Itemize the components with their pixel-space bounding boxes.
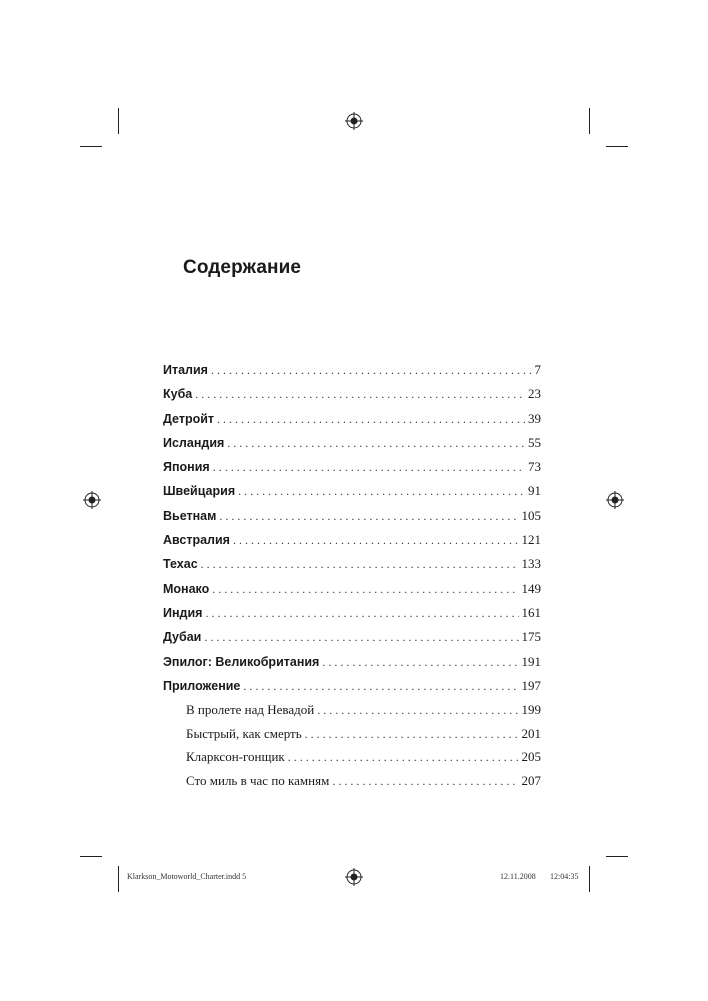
toc-entry-page: 149 <box>521 580 541 596</box>
toc-entry-title: Швейцария <box>163 484 236 499</box>
toc-entry <box>163 479 541 503</box>
slug-file-name: Klarkson_Motoworld_Charter.indd 5 <box>127 872 247 881</box>
registration-mark-icon <box>345 868 363 886</box>
toc-entry-title: Индия <box>163 605 203 620</box>
toc-leader-dots <box>332 770 518 794</box>
toc-entry-title: Куба <box>163 387 193 402</box>
toc-entry-title: Япония <box>163 460 210 475</box>
toc-leader-dots <box>227 431 525 455</box>
toc-entry-title: Австралия <box>163 533 230 548</box>
toc-entry-title: Дубаи <box>163 630 202 645</box>
toc-entry-page: 121 <box>521 532 541 548</box>
toc-entry-page: 73 <box>528 459 541 475</box>
toc-entry-page: 133 <box>521 556 541 572</box>
toc-leader-dots <box>243 674 518 698</box>
toc-leader-dots <box>217 407 525 431</box>
table-of-contents <box>163 358 541 792</box>
toc-entry <box>163 407 541 431</box>
toc-leader-dots <box>205 601 518 625</box>
toc-entry <box>163 577 541 601</box>
toc-sub-entry-page: 205 <box>521 749 541 765</box>
toc-entry-page: 55 <box>528 434 541 450</box>
crop-mark-top-left-vertical <box>118 108 119 134</box>
toc-entry-page: 105 <box>521 507 541 523</box>
registration-mark-icon <box>83 491 101 509</box>
toc-sub-entry-page: 207 <box>521 772 541 788</box>
toc-entry <box>163 431 541 455</box>
toc-entry-page: 91 <box>528 483 541 499</box>
toc-sub-entry-title: В пролете над Невадой <box>186 702 315 718</box>
toc-sub-entry <box>163 769 541 793</box>
crop-mark-bottom-right-vertical <box>589 866 590 892</box>
toc-entry-title: Монако <box>163 581 210 596</box>
toc-entry-title: Исландия <box>163 435 225 450</box>
toc-entry-title: Детройт <box>163 411 215 426</box>
crop-mark-bottom-left-horizontal <box>80 856 102 857</box>
page-title: Содержание <box>183 257 302 278</box>
toc-sub-entry-page: 199 <box>521 702 541 718</box>
toc-entry-title: Эпилог: Великобритания <box>163 654 320 669</box>
crop-mark-bottom-right-horizontal <box>606 856 628 857</box>
toc-leader-dots <box>322 650 518 674</box>
toc-entry <box>163 674 541 698</box>
toc-sub-entry-page: 201 <box>521 725 541 741</box>
toc-sub-entry <box>163 722 541 746</box>
toc-entry-title: Вьетнам <box>163 508 217 523</box>
toc-entry <box>163 382 541 406</box>
toc-leader-dots <box>201 552 519 576</box>
toc-sub-entry <box>163 698 541 722</box>
toc-leader-dots <box>211 358 532 382</box>
toc-entry <box>163 601 541 625</box>
toc-sub-entry <box>163 745 541 769</box>
toc-entry-page: 197 <box>521 677 541 693</box>
toc-entry-page: 175 <box>521 629 541 645</box>
toc-leader-dots <box>238 479 525 503</box>
toc-leader-dots <box>195 382 525 406</box>
toc-leader-dots <box>204 625 518 649</box>
toc-entry <box>163 358 541 382</box>
toc-leader-dots <box>288 746 519 770</box>
crop-mark-top-left-horizontal <box>80 146 102 147</box>
toc-entry <box>163 552 541 576</box>
toc-entry-title: Техас <box>163 557 198 572</box>
toc-entry-page: 23 <box>528 386 541 402</box>
toc-leader-dots <box>317 699 518 723</box>
toc-entry <box>163 650 541 674</box>
crop-mark-bottom-left-vertical <box>118 866 119 892</box>
crop-mark-top-right-horizontal <box>606 146 628 147</box>
toc-sub-entry-title: Быстрый, как смерть <box>186 725 302 741</box>
toc-entry-page: 7 <box>534 362 541 377</box>
toc-entry <box>163 528 541 552</box>
toc-entry-page: 161 <box>521 604 541 620</box>
crop-mark-top-right-vertical <box>589 108 590 134</box>
toc-entry-title: Приложение <box>163 678 241 693</box>
toc-entry <box>163 455 541 479</box>
slug-time: 12:04:35 <box>550 872 579 881</box>
toc-leader-dots <box>213 455 525 479</box>
toc-entry-title: Италия <box>163 363 208 377</box>
toc-leader-dots <box>219 504 518 528</box>
toc-sub-entry-title: Кларксон-гонщик <box>186 749 285 765</box>
toc-entry-page: 191 <box>521 653 541 669</box>
toc-entry-page: 39 <box>528 410 541 426</box>
toc-entry <box>163 625 541 649</box>
slug-date: 12.11.2008 <box>500 872 536 881</box>
registration-mark-icon <box>606 491 624 509</box>
toc-leader-dots <box>212 577 518 601</box>
toc-leader-dots <box>305 723 519 747</box>
toc-entry <box>163 504 541 528</box>
toc-leader-dots <box>233 528 519 552</box>
toc-sub-entry-title: Сто миль в час по камням <box>186 772 330 788</box>
registration-mark-icon <box>345 112 363 130</box>
